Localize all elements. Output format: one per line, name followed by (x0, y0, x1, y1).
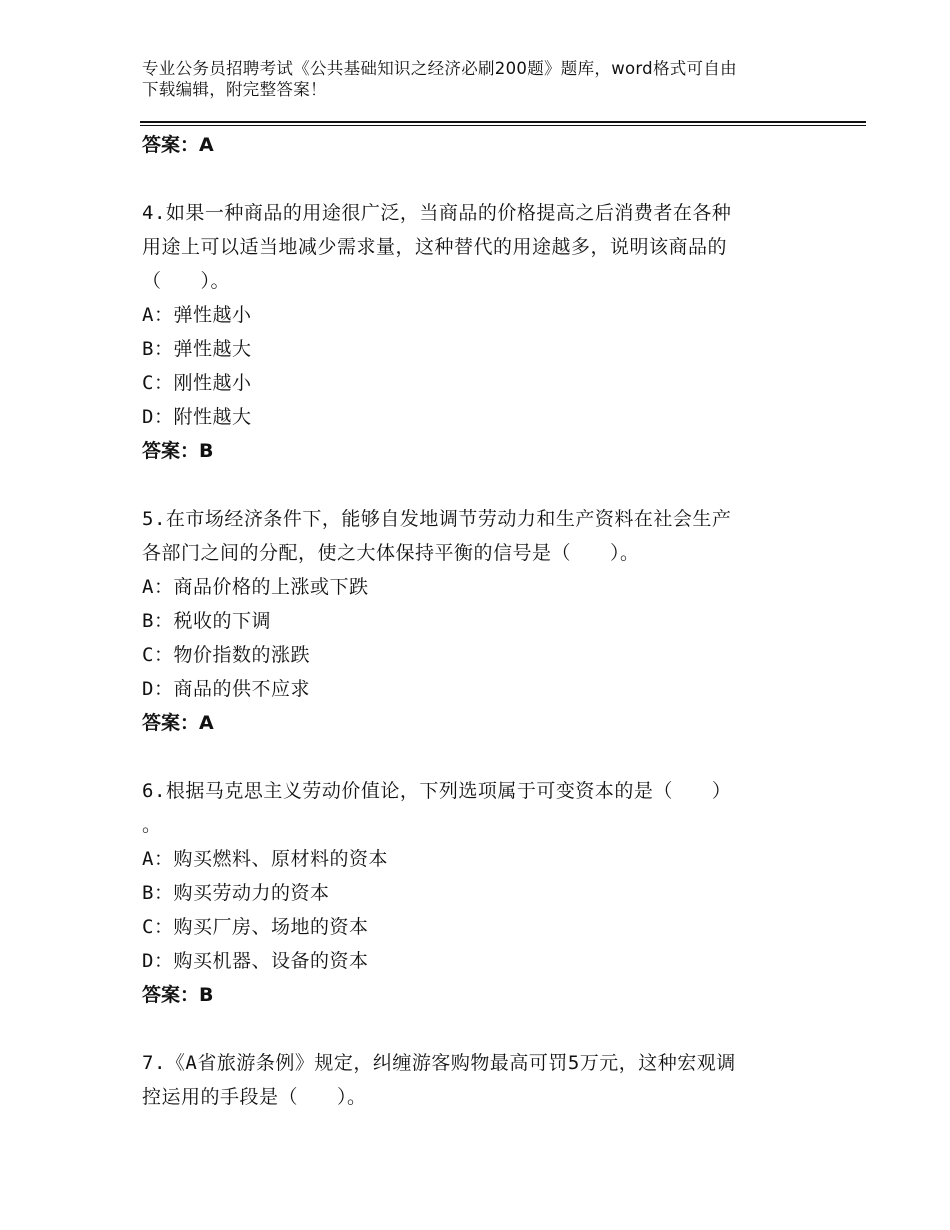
answer-line: 答案：B (142, 440, 214, 462)
header-line-2: 下载编辑，附完整答案！ (142, 80, 327, 99)
option-d: D：附性越大 (142, 406, 252, 428)
answer-line: 答案：A (142, 134, 214, 156)
option-b: B：购买劳动力的资本 (142, 882, 330, 904)
option-a: A：弹性越小 (142, 304, 252, 326)
question-text-line: 各部门之间的分配，使之大体保持平衡的信号是（ ）。 (142, 542, 640, 564)
option-c: C：物价指数的涨跌 (142, 644, 310, 666)
option-c: C：刚性越小 (142, 372, 252, 394)
question-text-line: 7.《A省旅游条例》规定，纠缠游客购物最高可罚5万元，这种宏观调 (142, 1052, 736, 1074)
spacer (142, 468, 822, 502)
question-text-line: 控运用的手段是（ ）。 (142, 1086, 367, 1108)
question-text-line: 用途上可以适当地减少需求量，这种替代的用途越多，说明该商品的 (142, 236, 728, 258)
option-c: C：购买厂房、场地的资本 (142, 916, 369, 938)
question-6 (142, 774, 822, 1012)
question-text-line: 5.在市场经济条件下，能够自发地调节劳动力和生产资料在社会生产 (142, 508, 732, 530)
option-d: D：购买机器、设备的资本 (142, 950, 369, 972)
option-a: A：商品价格的上涨或下跌 (142, 576, 369, 598)
answer-line: 答案：B (142, 984, 214, 1006)
spacer (142, 1012, 822, 1046)
question-7 (142, 1046, 822, 1114)
question-text-line: （ ）。 (142, 270, 231, 292)
option-d: D：商品的供不应求 (142, 678, 310, 700)
answer-line: 答案：A (142, 712, 214, 734)
document-header (142, 58, 842, 100)
question-5 (142, 502, 822, 740)
option-b: B：弹性越大 (142, 338, 252, 360)
header-line-1: 专业公务员招聘考试《公共基础知识之经济必刷200题》题库，word格式可自由 (142, 59, 737, 78)
question-text-line: 6.根据马克思主义劳动价值论，下列选项属于可变资本的是（ ） (142, 780, 732, 802)
question-text-line: 。 (142, 814, 162, 836)
spacer (142, 740, 822, 774)
spacer (142, 162, 822, 196)
question-text-line: 4.如果一种商品的用途很广泛，当商品的价格提高之后消费者在各种 (142, 202, 732, 224)
question-4 (142, 196, 822, 468)
option-b: B：税收的下调 (142, 610, 271, 632)
document-body (142, 128, 822, 1114)
header-divider-thick (140, 121, 866, 123)
header-divider-thin (140, 125, 866, 126)
option-a: A：购买燃料、原材料的资本 (142, 848, 388, 870)
